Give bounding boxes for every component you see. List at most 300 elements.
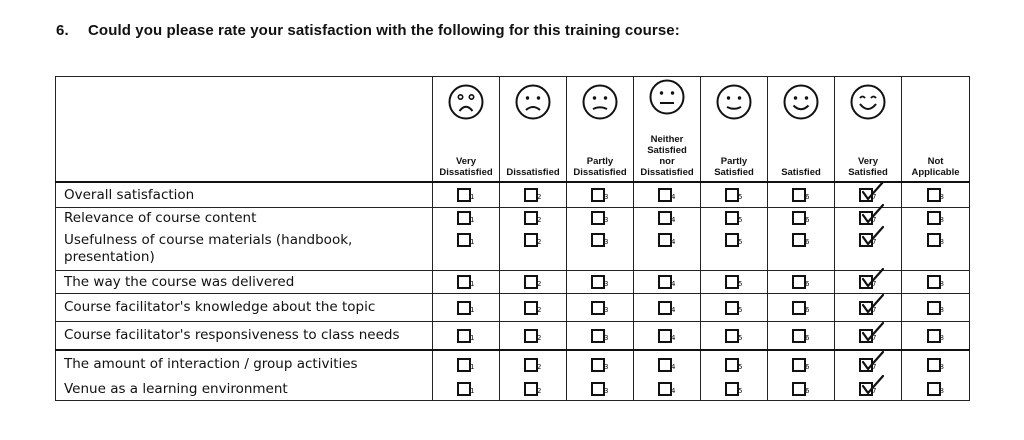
rating-checkbox[interactable] — [457, 358, 475, 372]
rating-checkbox[interactable] — [591, 233, 609, 247]
rating-cell — [500, 322, 567, 351]
rating-checkbox[interactable] — [792, 233, 810, 247]
scale-label: Partly Dissatisfied — [573, 156, 627, 178]
checkbox-number: 2 — [537, 216, 542, 225]
rating-cell — [902, 228, 970, 271]
rating-checkbox[interactable] — [658, 358, 676, 372]
table-row — [56, 378, 970, 401]
rating-cell — [902, 322, 970, 351]
table-row — [56, 271, 970, 294]
checkbox-number: 3 — [604, 280, 609, 289]
rating-cell — [701, 182, 768, 208]
table-row — [56, 350, 970, 378]
rating-cell — [500, 182, 567, 208]
rating-checkbox[interactable] — [859, 233, 877, 247]
checkbox-square-icon — [927, 358, 941, 372]
rating-cell — [500, 378, 567, 401]
rating-cell — [768, 350, 835, 378]
table-row — [56, 182, 970, 208]
rating-checkbox[interactable] — [524, 329, 542, 343]
checkbox-number: 2 — [537, 333, 542, 342]
checkbox-square-icon — [591, 275, 605, 289]
rating-cell — [701, 322, 768, 351]
happy-face-icon — [783, 84, 819, 120]
checkbox-number: 6 — [805, 362, 810, 371]
checkbox-square-icon — [792, 233, 806, 247]
rating-cell — [567, 208, 634, 229]
checkbox-square-icon — [457, 233, 471, 247]
checkbox-square-icon — [591, 188, 605, 202]
rating-checkbox[interactable] — [927, 275, 945, 289]
rating-cell — [835, 294, 902, 322]
checkbox-square-icon — [792, 382, 806, 396]
checkbox-number: 3 — [604, 238, 609, 247]
checkbox-square-icon — [591, 233, 605, 247]
checkbox-square-icon — [927, 275, 941, 289]
rating-checkbox[interactable] — [859, 301, 877, 315]
checkbox-number: 3 — [604, 362, 609, 371]
checkbox-number: 7 — [872, 193, 877, 202]
rating-cell — [567, 271, 634, 294]
rating-checkbox[interactable] — [524, 301, 542, 315]
rating-checkbox[interactable] — [725, 358, 743, 372]
question-title — [56, 22, 680, 39]
item-label: Course facilitator's knowledge about the topic — [56, 294, 433, 322]
rating-cell — [835, 271, 902, 294]
scale-label: Dissatisfied — [506, 167, 560, 178]
rating-cell — [433, 208, 500, 229]
checkbox-square-icon — [457, 382, 471, 396]
checkbox-square-icon — [591, 211, 605, 225]
checkmark-icon — [862, 204, 884, 224]
table-row — [56, 208, 970, 229]
rating-checkbox[interactable] — [859, 329, 877, 343]
scale-header-row — [56, 77, 970, 183]
checkbox-square-icon — [725, 301, 739, 315]
scale-header-cell — [433, 77, 500, 183]
rating-cell — [433, 271, 500, 294]
rating-cell — [902, 182, 970, 208]
rating-cell — [902, 271, 970, 294]
checkbox-number: 3 — [604, 305, 609, 314]
checkbox-number: 8 — [939, 362, 944, 371]
checkbox-square-icon — [457, 329, 471, 343]
rating-checkbox[interactable] — [792, 329, 810, 343]
rating-checkbox[interactable] — [591, 275, 609, 289]
rating-checkbox[interactable] — [658, 329, 676, 343]
checkbox-square-icon — [591, 329, 605, 343]
checkbox-number: 2 — [537, 193, 542, 202]
rating-checkbox[interactable] — [457, 188, 475, 202]
checkbox-number: 7 — [872, 305, 877, 314]
rating-checkbox[interactable] — [591, 301, 609, 315]
rating-cell — [433, 228, 500, 271]
checkbox-number: 6 — [805, 387, 810, 396]
scale-header-cell — [567, 77, 634, 183]
table-row — [56, 322, 970, 351]
rating-cell — [835, 208, 902, 229]
checkbox-square-icon — [725, 233, 739, 247]
checkbox-number: 1 — [470, 362, 475, 371]
item-label: Venue as a learning environment — [56, 378, 433, 401]
checkbox-square-icon — [524, 358, 538, 372]
neutral-face-icon — [649, 79, 685, 115]
item-label: Usefulness of course materials (handbook, presentation) — [56, 228, 433, 271]
checkbox-number: 1 — [470, 280, 475, 289]
scale-header-cell — [701, 77, 768, 183]
checkbox-square-icon — [658, 275, 672, 289]
rating-checkbox[interactable] — [591, 358, 609, 372]
rating-checkbox[interactable] — [457, 382, 475, 396]
rating-checkbox[interactable] — [591, 188, 609, 202]
rating-checkbox[interactable] — [859, 358, 877, 372]
rating-cell — [634, 182, 701, 208]
rating-cell — [634, 322, 701, 351]
checkbox-square-icon — [792, 301, 806, 315]
checkbox-number: 3 — [604, 387, 609, 396]
checkmark-icon — [862, 226, 884, 246]
rating-checkbox[interactable] — [524, 211, 542, 225]
rating-cell — [500, 208, 567, 229]
rating-cell — [500, 350, 567, 378]
checkbox-square-icon — [927, 301, 941, 315]
rating-cell — [902, 378, 970, 401]
checkbox-number: 2 — [537, 387, 542, 396]
checkbox-number: 3 — [604, 333, 609, 342]
checkbox-number: 1 — [470, 193, 475, 202]
checkbox-number: 4 — [671, 238, 676, 247]
checkbox-number: 7 — [872, 238, 877, 247]
rating-cell — [835, 378, 902, 401]
checkbox-square-icon — [457, 188, 471, 202]
checkbox-number: 1 — [470, 238, 475, 247]
checkbox-number: 6 — [805, 238, 810, 247]
checkbox-square-icon — [524, 233, 538, 247]
checkmark-icon — [862, 294, 884, 314]
checkbox-square-icon — [792, 358, 806, 372]
checkbox-number: 6 — [805, 333, 810, 342]
checkbox-square-icon — [658, 211, 672, 225]
checkbox-number: 4 — [671, 333, 676, 342]
checkbox-number: 2 — [537, 238, 542, 247]
checkbox-number: 8 — [939, 280, 944, 289]
checkbox-number: 2 — [537, 305, 542, 314]
rating-checkbox[interactable] — [457, 233, 475, 247]
rating-checkbox[interactable] — [725, 233, 743, 247]
checkbox-square-icon — [658, 358, 672, 372]
checkbox-number: 4 — [671, 387, 676, 396]
checkbox-square-icon — [457, 358, 471, 372]
rating-cell — [768, 271, 835, 294]
rating-cell — [768, 378, 835, 401]
rating-cell — [500, 228, 567, 271]
checkbox-number: 4 — [671, 305, 676, 314]
very-happy-face-icon — [850, 84, 886, 120]
rating-checkbox[interactable] — [524, 275, 542, 289]
rating-checkbox[interactable] — [792, 211, 810, 225]
rating-cell — [634, 228, 701, 271]
checkbox-square-icon — [725, 358, 739, 372]
checkbox-number: 5 — [738, 387, 743, 396]
scale-label: Partly Satisfied — [714, 156, 754, 178]
checkbox-number: 8 — [939, 193, 944, 202]
rating-cell — [634, 378, 701, 401]
checkbox-number: 8 — [939, 305, 944, 314]
rating-checkbox[interactable] — [457, 329, 475, 343]
rating-cell — [902, 208, 970, 229]
rating-cell — [634, 208, 701, 229]
checkmark-icon — [862, 351, 884, 371]
rating-cell — [902, 350, 970, 378]
rating-checkbox[interactable] — [457, 275, 475, 289]
rating-cell — [433, 378, 500, 401]
rating-cell — [500, 294, 567, 322]
rating-checkbox[interactable] — [725, 211, 743, 225]
rating-checkbox[interactable] — [591, 382, 609, 396]
rating-checkbox[interactable] — [658, 188, 676, 202]
checkbox-square-icon — [927, 211, 941, 225]
checkbox-number: 6 — [805, 193, 810, 202]
scale-header-cell — [835, 77, 902, 183]
rating-cell — [768, 294, 835, 322]
rating-cell — [701, 294, 768, 322]
checkbox-square-icon — [457, 275, 471, 289]
rating-checkbox[interactable] — [524, 358, 542, 372]
scale-label: Satisfied — [781, 167, 821, 178]
rating-cell — [701, 208, 768, 229]
checkbox-square-icon — [725, 382, 739, 396]
checkbox-number: 4 — [671, 193, 676, 202]
rating-checkbox[interactable] — [524, 188, 542, 202]
rating-checkbox[interactable] — [457, 301, 475, 315]
rating-checkbox[interactable] — [658, 211, 676, 225]
checkbox-square-icon — [457, 211, 471, 225]
checkbox-number: 5 — [738, 305, 743, 314]
rating-cell — [433, 294, 500, 322]
rating-checkbox[interactable] — [725, 329, 743, 343]
rating-checkbox[interactable] — [591, 211, 609, 225]
rating-cell — [768, 322, 835, 351]
rating-checkbox[interactable] — [927, 211, 945, 225]
checkbox-number: 5 — [738, 333, 743, 342]
checkbox-number: 8 — [939, 238, 944, 247]
checkbox-number: 7 — [872, 387, 877, 396]
scale-label: Very Dissatisfied — [439, 156, 493, 178]
checkbox-number: 4 — [671, 280, 676, 289]
rating-checkbox[interactable] — [457, 211, 475, 225]
checkbox-number: 6 — [805, 305, 810, 314]
rating-checkbox[interactable] — [927, 382, 945, 396]
rating-cell — [433, 182, 500, 208]
very-sad-face-icon — [448, 84, 484, 120]
checkbox-square-icon — [591, 301, 605, 315]
table-row — [56, 228, 970, 271]
checkbox-number: 5 — [738, 216, 743, 225]
checkmark-icon — [862, 268, 884, 288]
checkbox-number: 1 — [470, 305, 475, 314]
checkbox-number: 8 — [939, 333, 944, 342]
rating-checkbox[interactable] — [927, 233, 945, 247]
checkbox-number: 2 — [537, 280, 542, 289]
item-label: Overall satisfaction — [56, 182, 433, 208]
rating-checkbox[interactable] — [927, 188, 945, 202]
scale-label: Very Satisfied — [848, 156, 888, 178]
checkbox-number: 8 — [939, 387, 944, 396]
rating-cell — [701, 271, 768, 294]
rating-checkbox[interactable] — [524, 382, 542, 396]
checkbox-number: 8 — [939, 216, 944, 225]
rating-checkbox[interactable] — [725, 188, 743, 202]
rating-checkbox[interactable] — [725, 301, 743, 315]
checkbox-square-icon — [457, 301, 471, 315]
checkbox-square-icon — [792, 211, 806, 225]
scale-label: Neither Satisfied nor Dissatisfied — [640, 134, 694, 178]
rating-cell — [567, 294, 634, 322]
question-number: 6. — [56, 22, 69, 39]
checkbox-square-icon — [658, 329, 672, 343]
rating-checkbox[interactable] — [792, 188, 810, 202]
checkbox-square-icon — [927, 233, 941, 247]
checkbox-square-icon — [792, 329, 806, 343]
slightly-happy-face-icon — [716, 84, 752, 120]
rating-cell — [701, 350, 768, 378]
checkbox-square-icon — [927, 329, 941, 343]
checkbox-square-icon — [658, 301, 672, 315]
rating-checkbox[interactable] — [792, 358, 810, 372]
scale-header-cell — [500, 77, 567, 183]
rating-cell — [567, 182, 634, 208]
rating-checkbox[interactable] — [859, 275, 877, 289]
checkbox-square-icon — [524, 188, 538, 202]
rating-cell — [768, 208, 835, 229]
rating-checkbox[interactable] — [658, 233, 676, 247]
rating-cell — [701, 378, 768, 401]
checkbox-number: 4 — [671, 216, 676, 225]
checkbox-square-icon — [927, 382, 941, 396]
rating-checkbox[interactable] — [859, 211, 877, 225]
rating-checkbox[interactable] — [524, 233, 542, 247]
checkbox-square-icon — [725, 188, 739, 202]
rating-cell — [768, 228, 835, 271]
checkbox-square-icon — [792, 275, 806, 289]
question-text: Could you please rate your satisfaction with the following for this training course: — [88, 22, 680, 39]
item-label: Relevance of course content — [56, 208, 433, 229]
rating-checkbox[interactable] — [725, 382, 743, 396]
rating-cell — [567, 378, 634, 401]
checkmark-icon — [862, 322, 884, 342]
checkbox-number: 7 — [872, 362, 877, 371]
scale-header-cell — [634, 77, 701, 183]
satisfaction-table — [55, 76, 970, 401]
rating-cell — [634, 271, 701, 294]
checkbox-number: 1 — [470, 333, 475, 342]
checkbox-number: 5 — [738, 280, 743, 289]
checkbox-square-icon — [792, 188, 806, 202]
rating-checkbox[interactable] — [658, 382, 676, 396]
rating-checkbox[interactable] — [927, 358, 945, 372]
rating-checkbox[interactable] — [859, 188, 877, 202]
rating-checkbox[interactable] — [927, 301, 945, 315]
table-row — [56, 294, 970, 322]
rating-cell — [567, 350, 634, 378]
checkbox-square-icon — [927, 188, 941, 202]
rating-cell — [701, 228, 768, 271]
rating-checkbox[interactable] — [725, 275, 743, 289]
checkbox-square-icon — [591, 382, 605, 396]
sad-face-icon — [515, 84, 551, 120]
checkbox-square-icon — [658, 233, 672, 247]
rating-cell — [433, 350, 500, 378]
checkbox-square-icon — [524, 275, 538, 289]
rating-checkbox[interactable] — [792, 382, 810, 396]
rating-checkbox[interactable] — [927, 329, 945, 343]
rating-checkbox[interactable] — [792, 275, 810, 289]
checkbox-square-icon — [725, 329, 739, 343]
checkbox-number: 7 — [872, 280, 877, 289]
item-label: The amount of interaction / group activities — [56, 350, 433, 378]
checkbox-number: 1 — [470, 216, 475, 225]
rating-cell — [433, 322, 500, 351]
rating-cell — [634, 350, 701, 378]
rating-cell — [835, 322, 902, 351]
rating-cell — [567, 228, 634, 271]
checkbox-square-icon — [524, 329, 538, 343]
checkbox-number: 4 — [671, 362, 676, 371]
scale-header-cell — [902, 77, 970, 183]
checkbox-square-icon — [725, 211, 739, 225]
checkbox-number: 3 — [604, 193, 609, 202]
checkbox-number: 5 — [738, 238, 743, 247]
checkbox-number: 5 — [738, 362, 743, 371]
rating-checkbox[interactable] — [658, 301, 676, 315]
item-label: Course facilitator's responsiveness to class needs — [56, 322, 433, 351]
checkbox-number: 7 — [872, 333, 877, 342]
checkbox-number: 1 — [470, 387, 475, 396]
checkbox-number: 6 — [805, 216, 810, 225]
checkbox-number: 3 — [604, 216, 609, 225]
checkbox-square-icon — [658, 188, 672, 202]
rating-cell — [768, 182, 835, 208]
checkmark-icon — [862, 181, 884, 201]
scale-label: Not Applicable — [911, 156, 960, 178]
rating-cell — [902, 294, 970, 322]
rating-checkbox[interactable] — [792, 301, 810, 315]
rating-checkbox[interactable] — [658, 275, 676, 289]
item-label: The way the course was delivered — [56, 271, 433, 294]
rating-checkbox[interactable] — [591, 329, 609, 343]
rating-cell — [835, 228, 902, 271]
checkbox-number: 6 — [805, 280, 810, 289]
checkbox-number: 2 — [537, 362, 542, 371]
rating-cell — [634, 294, 701, 322]
header-blank-cell — [56, 77, 433, 183]
checkbox-square-icon — [524, 382, 538, 396]
rating-cell — [500, 271, 567, 294]
checkmark-icon — [862, 375, 884, 395]
rating-checkbox[interactable] — [859, 382, 877, 396]
checkbox-square-icon — [524, 211, 538, 225]
checkbox-square-icon — [725, 275, 739, 289]
scale-header-cell — [768, 77, 835, 183]
checkbox-square-icon — [524, 301, 538, 315]
rating-cell — [835, 350, 902, 378]
checkbox-number: 5 — [738, 193, 743, 202]
slightly-sad-face-icon — [582, 84, 618, 120]
checkbox-number: 7 — [872, 216, 877, 225]
checkbox-square-icon — [658, 382, 672, 396]
checkbox-square-icon — [591, 358, 605, 372]
rating-cell — [567, 322, 634, 351]
